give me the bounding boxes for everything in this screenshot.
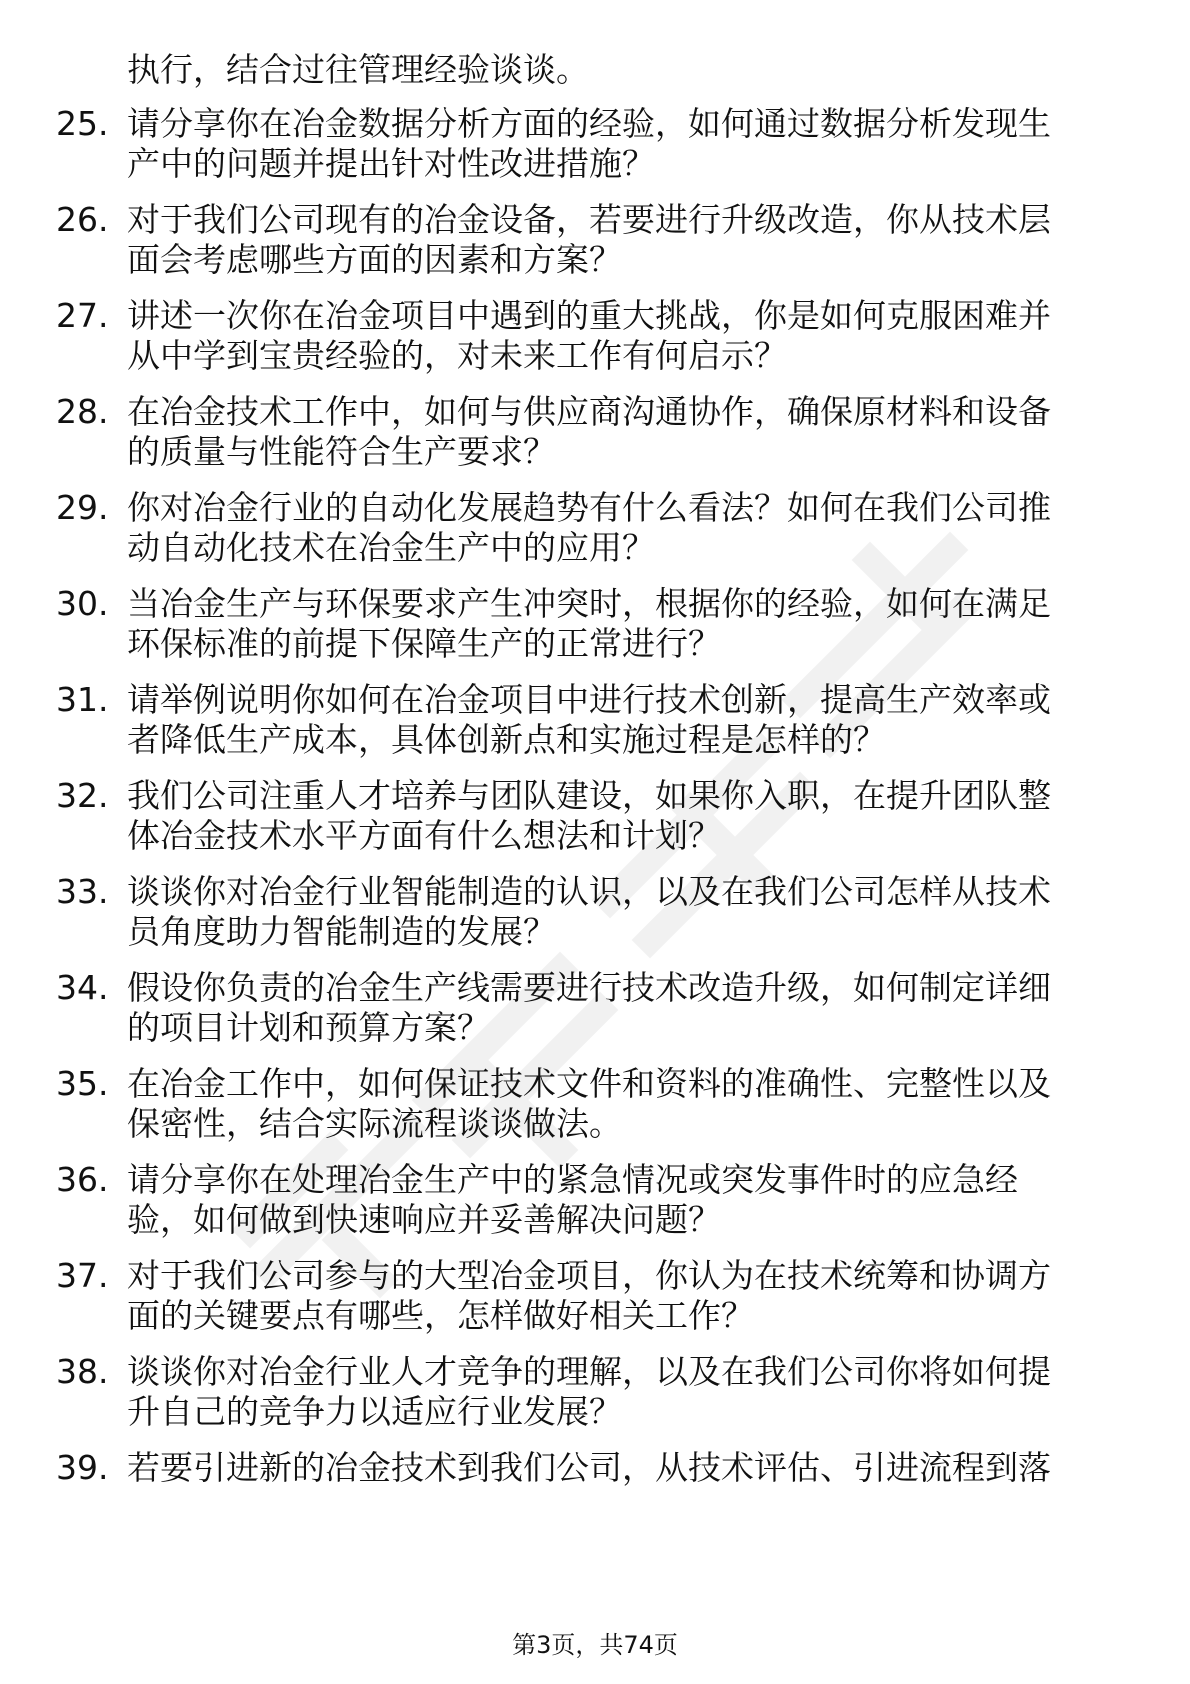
question-text xyxy=(127,200,1127,280)
question-number: 33. xyxy=(56,872,109,911)
question-text-line: 升自己的竞争力以适应行业发展？ xyxy=(127,1392,622,1431)
question-text-line: 在冶金工作中，如何保证技术文件和资料的准确性、完整性以及 xyxy=(127,1064,1051,1103)
question-text-line: 验，如何做到快速响应并妥善解决问题？ xyxy=(127,1200,721,1239)
question-number: 34. xyxy=(56,968,109,1007)
question-number: 27. xyxy=(56,296,109,335)
question-text-line: 当冶金生产与环保要求产生冲突时，根据你的经验，如何在满足 xyxy=(127,584,1051,623)
question-text-line: 者降低生产成本，具体创新点和实施过程是怎样的？ xyxy=(127,720,886,759)
question-number: 37. xyxy=(56,1256,109,1295)
question-text-line: 产中的问题并提出针对性改进措施？ xyxy=(127,144,655,183)
question-text xyxy=(127,1352,1127,1432)
question-number: 26. xyxy=(56,200,109,239)
question-text-line: 请举例说明你如何在冶金项目中进行技术创新，提高生产效率或 xyxy=(127,680,1051,719)
question-text-line: 体冶金技术水平方面有什么想法和计划？ xyxy=(127,816,721,855)
question-text-line: 若要引进新的冶金技术到我们公司，从技术评估、引进流程到落 xyxy=(127,1448,1051,1487)
question-text xyxy=(127,104,1127,184)
continuation-line: 执行，结合过往管理经验谈谈。 xyxy=(127,50,589,89)
question-text-line: 保密性，结合实际流程谈谈做法。 xyxy=(127,1104,622,1143)
question-text-line: 谈谈你对冶金行业人才竞争的理解，以及在我们公司你将如何提 xyxy=(127,1352,1051,1391)
question-number: 35. xyxy=(56,1064,109,1103)
question-text xyxy=(127,1064,1127,1144)
question-number: 38. xyxy=(56,1352,109,1391)
question-text xyxy=(127,872,1127,952)
question-text xyxy=(127,488,1127,568)
question-text xyxy=(127,1448,1127,1488)
question-text-line: 从中学到宝贵经验的，对未来工作有何启示？ xyxy=(127,336,787,375)
question-text xyxy=(127,1256,1127,1336)
question-text-line: 请分享你在冶金数据分析方面的经验，如何通过数据分析发现生 xyxy=(127,104,1051,143)
question-number: 29. xyxy=(56,488,109,527)
question-text-line: 的质量与性能符合生产要求？ xyxy=(127,432,556,471)
question-text xyxy=(127,392,1127,472)
question-text-line: 假设你负责的冶金生产线需要进行技术改造升级，如何制定详细 xyxy=(127,968,1051,1007)
question-text xyxy=(127,296,1127,376)
question-text-line: 谈谈你对冶金行业智能制造的认识，以及在我们公司怎样从技术 xyxy=(127,872,1051,911)
question-text-line: 我们公司注重人才培养与团队建设，如果你入职，在提升团队整 xyxy=(127,776,1051,815)
question-number: 32. xyxy=(56,776,109,815)
question-number: 25. xyxy=(56,104,109,143)
question-text-line: 面的关键要点有哪些，怎样做好相关工作？ xyxy=(127,1296,754,1335)
question-text-line: 对于我们公司参与的大型冶金项目，你认为在技术统筹和协调方 xyxy=(127,1256,1051,1295)
question-number: 36. xyxy=(56,1160,109,1199)
question-text xyxy=(127,584,1127,664)
question-number: 28. xyxy=(56,392,109,431)
question-text-line: 对于我们公司现有的冶金设备，若要进行升级改造，你从技术层 xyxy=(127,200,1051,239)
page-footer: 第3页，共74页 xyxy=(512,1631,678,1659)
question-number: 31. xyxy=(56,680,109,719)
question-text-line: 的项目计划和预算方案？ xyxy=(127,1008,490,1047)
question-text-line: 面会考虑哪些方面的因素和方案？ xyxy=(127,240,622,279)
question-number: 30. xyxy=(56,584,109,623)
question-text-line: 讲述一次你在冶金项目中遇到的重大挑战，你是如何克服困难并 xyxy=(127,296,1051,335)
question-text-line: 动自动化技术在冶金生产中的应用？ xyxy=(127,528,655,567)
question-text xyxy=(127,1160,1127,1240)
question-text-line: 在冶金技术工作中，如何与供应商沟通协作，确保原材料和设备 xyxy=(127,392,1051,431)
question-text-line: 你对冶金行业的自动化发展趋势有什么看法？如何在我们公司推 xyxy=(127,488,1051,527)
question-text xyxy=(127,968,1127,1048)
question-text xyxy=(127,680,1127,760)
question-text-line: 环保标准的前提下保障生产的正常进行？ xyxy=(127,624,721,663)
question-text-line: 请分享你在处理冶金生产中的紧急情况或突发事件时的应急经 xyxy=(127,1160,1018,1199)
question-text-line: 员角度助力智能制造的发展？ xyxy=(127,912,556,951)
question-text xyxy=(127,776,1127,856)
question-number: 39. xyxy=(56,1448,109,1487)
